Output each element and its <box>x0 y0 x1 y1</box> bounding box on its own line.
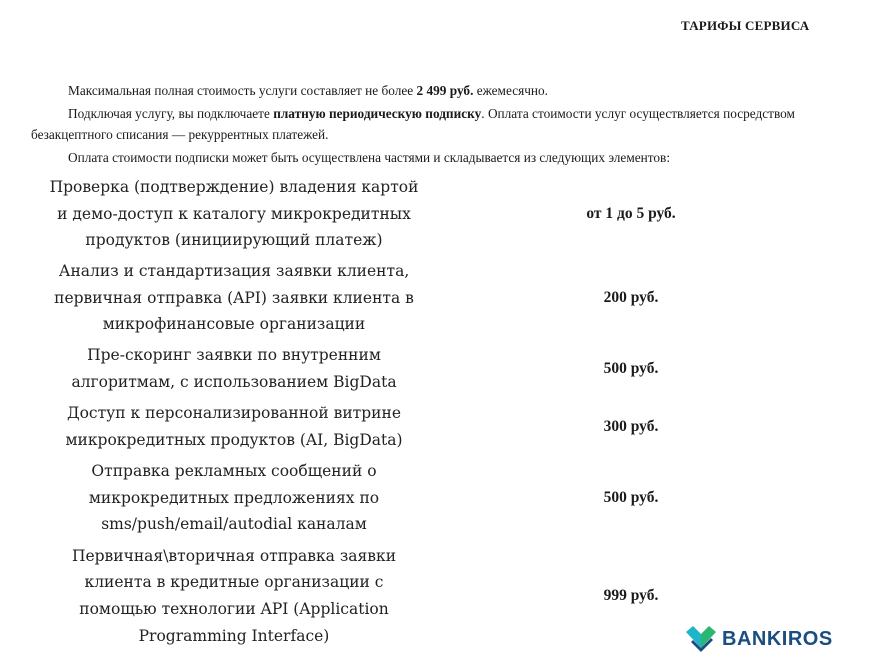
tariff-price: 500 руб. <box>603 489 659 506</box>
tariff-row <box>44 258 824 338</box>
bankiros-logo-text: BANKIROS <box>722 627 833 650</box>
tariff-description: Анализ и стандартизация заявки клиента, первичная отправка (API) заявки клиента в микрофинансовые организации <box>54 261 414 334</box>
intro-paragraph-1: Максимальная полная стоимость услуги составляет не более 2 499 руб. ежемесячно. <box>68 83 548 98</box>
tariff-price: 500 руб. <box>603 360 659 377</box>
tariff-row <box>44 174 824 254</box>
tariff-price: от 1 до 5 руб. <box>586 205 676 222</box>
tariff-row <box>44 458 824 538</box>
tariff-price: 999 руб. <box>603 587 659 604</box>
tariff-description: Доступ к персонализированной витрине микрокредитных продуктов (AI, BigData) <box>65 404 403 449</box>
tariff-price: 300 руб. <box>603 418 659 435</box>
tariff-row <box>44 342 824 396</box>
tariff-row <box>44 400 824 454</box>
tariff-description: Проверка (подтверждение) владения картой и демо-доступ к каталогу микрокредитных продуктов (инициирующий платеж) <box>49 177 419 250</box>
intro-paragraph-3: Оплата стоимости подписки может быть осуществлена частями и складывается из следующих элементов: <box>68 150 671 165</box>
page-title: ТАРИФЫ СЕРВИСА <box>681 18 810 33</box>
tariff-description: Отправка рекламных сообщений о микрокредитных предложениях по sms/push/email/autodial каналам <box>88 461 380 534</box>
tariff-description: Пре-скоринг заявки по внутренним алгоритмам, с использованием BigData <box>71 346 397 391</box>
bankiros-logo <box>686 626 833 652</box>
tariff-price: 200 руб. <box>603 289 659 306</box>
bankiros-logo-icon <box>686 626 716 652</box>
tariff-description: Первичная\вторичная отправка заявки клиента в кредитные организации с помощью технологии API (Application Programming Interface) <box>71 546 397 645</box>
intro-paragraph-2: Подключая услугу, вы подключаете платную периодическую подписку. Оплата стоимости услуг осуществляется посредством безакцептного списания — рекуррентных платежей. <box>31 106 795 142</box>
